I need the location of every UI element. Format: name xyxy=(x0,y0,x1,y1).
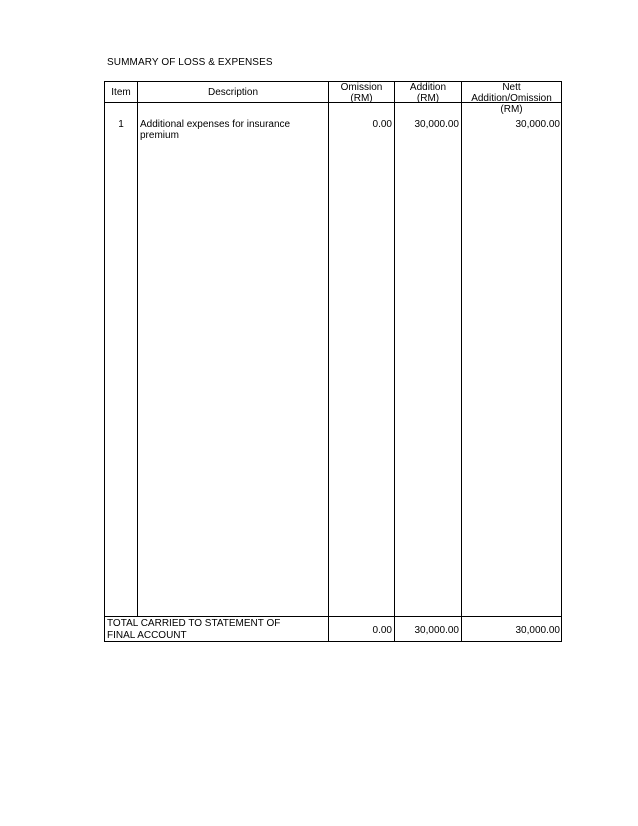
total-top-rule xyxy=(105,616,561,617)
row-1-description: Additional expenses for insurance premium xyxy=(140,119,291,141)
col-divider-item xyxy=(137,82,138,616)
header-omission-line2: (RM) xyxy=(350,93,373,104)
header-addition-line2: (RM) xyxy=(416,93,440,104)
total-omission: 0.00 xyxy=(372,625,392,636)
header-addition xyxy=(395,82,461,104)
header-omission-line1: Omission xyxy=(340,82,383,93)
total-label-line2: FINAL ACCOUNT xyxy=(107,630,187,641)
row-1-item: 1 xyxy=(118,119,124,130)
summary-table xyxy=(104,81,562,642)
row-1-nett: 30,000.00 xyxy=(515,119,560,130)
header-addition-line1: Addition xyxy=(409,82,447,93)
total-label xyxy=(107,618,327,642)
header-nett-line2: (RM) xyxy=(500,104,523,115)
header-item-label: Item xyxy=(111,87,131,98)
header-nett xyxy=(462,82,561,115)
col-divider-omission xyxy=(394,82,395,641)
total-label-line1: TOTAL CARRIED TO STATEMENT OF xyxy=(107,618,281,629)
header-description-label: Description xyxy=(207,87,259,98)
header-omission xyxy=(329,82,394,104)
page-title: SUMMARY OF LOSS & EXPENSES xyxy=(107,57,273,68)
row-1-addition: 30,000.00 xyxy=(414,119,459,130)
col-divider-description xyxy=(328,82,329,641)
total-addition: 30,000.00 xyxy=(414,625,459,636)
header-nett-line1: Nett Addition/Omission xyxy=(471,82,552,104)
col-divider-addition xyxy=(461,82,462,641)
header-description xyxy=(138,87,328,98)
total-nett: 30,000.00 xyxy=(515,625,560,636)
header-item xyxy=(105,87,137,98)
row-1-omission: 0.00 xyxy=(372,119,392,130)
